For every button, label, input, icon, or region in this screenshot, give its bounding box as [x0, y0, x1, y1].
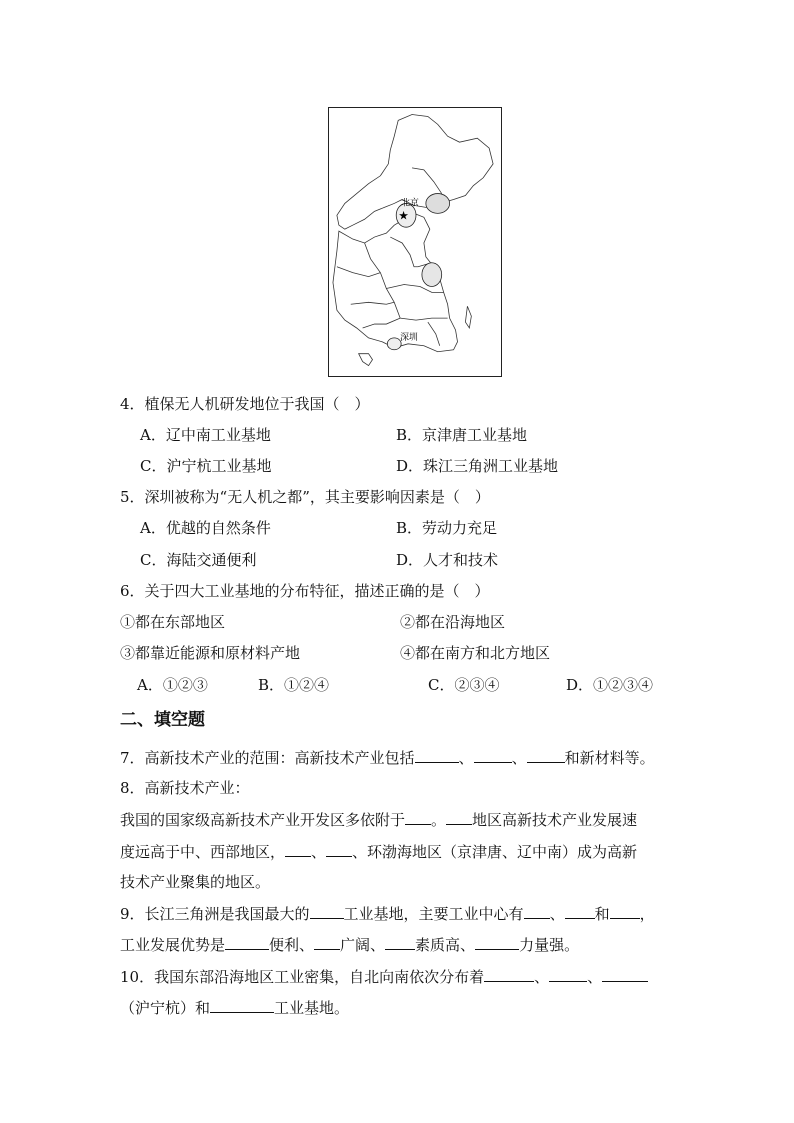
- pearl-river-region: [387, 338, 401, 350]
- q4-stem: 4．植保无人机研发地位于我国（ ）: [120, 395, 370, 413]
- q6-statement-3: ③都靠近能源和原材料产地: [120, 644, 301, 662]
- q8-text-1b: 。: [431, 811, 447, 829]
- q9-blank-1[interactable]: [310, 903, 344, 919]
- liaoning-region: [426, 194, 450, 214]
- q10-text-2b: 工业基地。: [274, 999, 350, 1017]
- q8-text-2a: 度远高于中、西部地区，: [120, 843, 286, 861]
- q10-text-1b: 、: [534, 968, 550, 986]
- q5-option-c[interactable]: C．海陆交通便利: [140, 551, 257, 569]
- q9-blank-2[interactable]: [524, 903, 550, 919]
- q9-text-2a: 工业发展优势是: [120, 936, 226, 954]
- map-svg: [329, 108, 501, 376]
- q4-option-d[interactable]: D．珠江三角洲工业基地: [396, 457, 559, 475]
- q9-line-1: [120, 903, 655, 924]
- q8-line-1: [120, 809, 637, 830]
- q8-text-2c: 、环渤海地区（京津唐、辽中南）成为高新: [352, 843, 638, 861]
- q10-blank-1[interactable]: [484, 966, 534, 982]
- q8-line-3: 技术产业聚集的地区。: [120, 873, 271, 891]
- q9-text-2e: 力量强。: [519, 936, 580, 954]
- q7-text-b: 和新材料等。: [564, 749, 655, 767]
- q6-option-c[interactable]: C．②③④: [428, 676, 500, 694]
- q8-line-2: [120, 841, 637, 862]
- china-east-map: [328, 107, 502, 377]
- q9-text-2b: 便利、: [269, 936, 315, 954]
- q9-blank-8[interactable]: [475, 934, 519, 950]
- q8-blank-4[interactable]: [326, 841, 352, 857]
- q10-line-1: [120, 966, 648, 987]
- q8-text-2b: 、: [311, 843, 327, 861]
- q9-blank-5[interactable]: [225, 934, 269, 950]
- q9-text-1d: 和: [594, 905, 610, 923]
- q7-text-a: 7．高新技术产业的范围：高新技术产业包括: [120, 749, 415, 767]
- q6-statement-2: ②都在沿海地区: [400, 613, 506, 631]
- q8-blank-3[interactable]: [285, 841, 311, 857]
- yangtze-delta-region: [422, 263, 442, 287]
- q6-option-b[interactable]: B．①②④: [258, 676, 330, 694]
- q10-text-2a: （沪宁杭）和: [120, 999, 211, 1017]
- q8-text-1c: 地区高新技术产业发展速: [472, 811, 638, 829]
- q8-title: 8．高新技术产业：: [120, 779, 250, 797]
- q9-text-2d: 素质高、: [415, 936, 476, 954]
- q10-blank-4[interactable]: [210, 997, 274, 1013]
- q10-text-1a: 10．我国东部沿海地区工业密集，自北向南依次分布着: [120, 968, 485, 986]
- q5-stem: 5．深圳被称为“无人机之都”，其主要影响因素是（ ）: [120, 488, 490, 506]
- q8-blank-1[interactable]: [405, 809, 431, 825]
- q5-option-b[interactable]: B．劳动力充足: [396, 519, 498, 537]
- q9-text-1b: 工业基地，主要工业中心有: [343, 905, 524, 923]
- q7-sep-1: 、: [458, 749, 474, 767]
- q6-statement-4: ④都在南方和北方地区: [400, 644, 551, 662]
- q9-text-2c: 广阔、: [340, 936, 386, 954]
- q10-line-2: [120, 997, 349, 1018]
- q6-statement-1: ①都在东部地区: [120, 613, 226, 631]
- q5-option-a[interactable]: A．优越的自然条件: [140, 519, 271, 537]
- q6-stem: 6．关于四大工业基地的分布特征，描述正确的是（ ）: [120, 582, 490, 600]
- section-heading: 二、填空题: [120, 710, 205, 730]
- q8-blank-2[interactable]: [446, 809, 472, 825]
- q9-blank-3[interactable]: [565, 903, 595, 919]
- q9-text-1a: 9．长江三角洲是我国最大的: [120, 905, 310, 923]
- q7-sep-2: 、: [511, 749, 527, 767]
- q4-option-b[interactable]: B．京津唐工业基地: [396, 426, 528, 444]
- q7-blank-3[interactable]: [527, 747, 565, 763]
- q10-blank-2[interactable]: [549, 966, 587, 982]
- q9-text-1c: 、: [549, 905, 565, 923]
- q4-option-a[interactable]: A．辽中南工业基地: [140, 426, 271, 444]
- q10-blank-3[interactable]: [602, 966, 648, 982]
- map-label-beijing: 北京: [401, 198, 419, 209]
- q7-blank-2[interactable]: [474, 747, 512, 763]
- q4-option-c[interactable]: C．沪宁杭工业基地: [140, 457, 272, 475]
- q7: [120, 747, 655, 768]
- q8-text-1a: 我国的国家级高新技术产业开发区多依附于: [120, 811, 406, 829]
- q9-line-2: [120, 934, 579, 955]
- q6-option-a[interactable]: A．①②③: [137, 676, 208, 694]
- q9-text-1e: ，: [639, 905, 655, 923]
- q9-blank-7[interactable]: [385, 934, 415, 950]
- map-label-shenzhen: 深圳: [400, 332, 418, 343]
- q5-option-d[interactable]: D．人才和技术: [396, 551, 499, 569]
- star-icon: ★: [398, 208, 409, 223]
- q10-text-1c: 、: [587, 968, 603, 986]
- q7-blank-1[interactable]: [415, 747, 459, 763]
- q6-option-d[interactable]: D．①②③④: [566, 676, 654, 694]
- q9-blank-6[interactable]: [314, 934, 340, 950]
- q9-blank-4[interactable]: [610, 903, 640, 919]
